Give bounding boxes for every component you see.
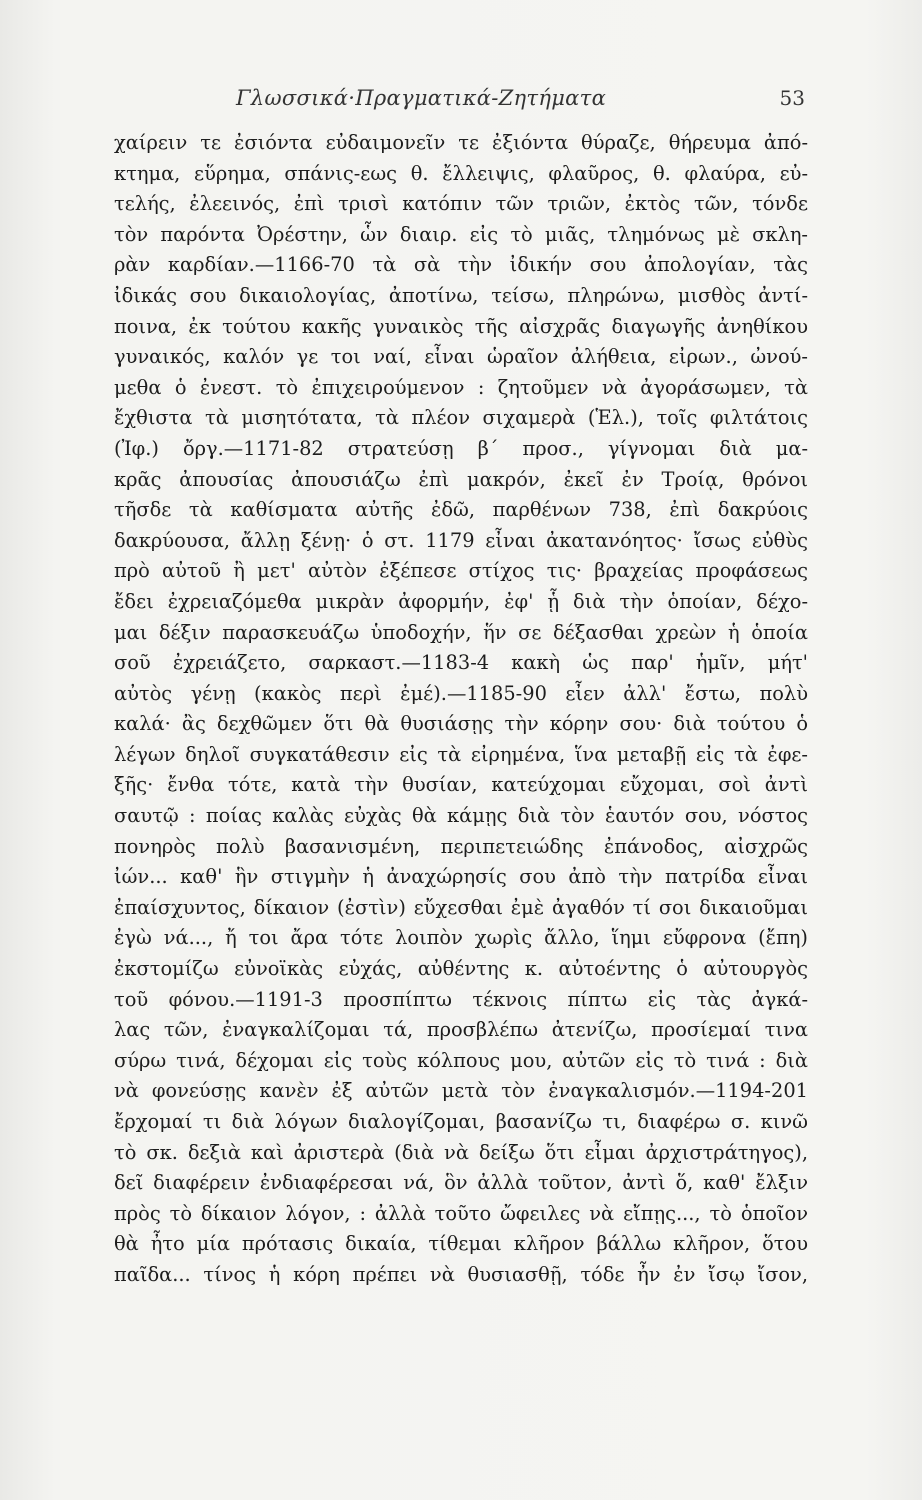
text-line: θὰ ἦτο μία πρότασις δικαία, τίθεμαι κλῆρον βάλλω κλῆρον, ὅτου — [114, 1232, 808, 1256]
text-line: παῖδα... τίνος ἡ κόρη πρέπει νὰ θυσιασθῇ, τόδε ἦν ἐν ἴσῳ ἴσον, — [114, 1262, 808, 1286]
text-line: ἰών... καθ' ἣν στιγμὴν ἡ ἀναχώρησίς σου ἀπὸ τὴν πατρίδα εἶναι — [114, 865, 808, 889]
text-line: μαι δέξιν παρασκευάζω ὑποδοχήν, ἥν σε δέξασθαι χρεὼν ἡ ὁποία — [114, 620, 808, 644]
text-line: αὐτὸς γένῃ (κακὸς περὶ ἐμέ).—1185-90 εἶεν ἀλλ' ἔστω, πολὺ — [114, 681, 808, 705]
text-line: μεθα ὁ ἐνεστ. τὸ ἐπιχειρούμενον : ζητοῦμεν νὰ ἀγοράσωμεν, τὰ — [114, 375, 808, 399]
text-line: τῆσδε τὰ καθίσματα αὐτῆς ἐδῶ, παρθένων 738, ἐπὶ δακρύοις — [114, 498, 808, 522]
text-line: ἔχθιστα τὰ μισητότατα, τὰ πλέον σιχαμερὰ (Ἑλ.), τοῖς φιλτάτοις — [114, 406, 808, 430]
text-line: ἐπαίσχυντος, δίκαιον (ἐστὶν) εὔχεσθαι ἐμὲ ἀγαθόν τί σοι δικαιοῦμαι — [114, 895, 808, 919]
text-line: τοῦ φόνου.—1191-3 προσπίπτω τέκνοις πίπτω εἰς τὰς ἀγκά- — [114, 987, 808, 1011]
text-line: (Ἰφ.) ὄργ.—1171-82 στρατεύσῃ β΄ προσ., γίγνομαι διὰ μα- — [114, 436, 808, 460]
text-line: καλά· ἂς δεχθῶμεν ὅτι θὰ θυσιάσῃς τὴν κόρην σου· διὰ τούτου ὁ — [114, 712, 808, 736]
text-line: τὸν παρόντα Ὀρέστην, ὧν διαιρ. εἰς τὸ μιᾶς, τλημόνως μὲ σκλη- — [114, 222, 808, 246]
text-line: λας τῶν, ἐναγκαλίζομαι τά, προσβλέπω ἀτενίζω, προσίεμαί τινα — [114, 1018, 808, 1042]
text-line: ἰδικάς σου δικαιολογίας, ἀποτίνω, τείσω, πληρώνω, μισθὸς ἀντί- — [114, 283, 808, 307]
page-number: 53 — [779, 86, 805, 110]
text-line: γυναικός, καλόν γε τοι ναί, εἶναι ὡραῖον ἀλήθεια, εἰρων., ὠνού- — [114, 345, 808, 369]
text-line: ρὰν καρδίαν.—1166-70 τὰ σὰ τὴν ἰδικήν σου ἀπολογίαν, τὰς — [114, 253, 808, 277]
text-line: ἔδει ἐχρειαζόμεθα μικρὰν ἀφορμήν, ἐφ' ᾗ διὰ τὴν ὁποίαν, δέχο- — [114, 589, 808, 613]
page-header — [0, 86, 922, 116]
text-line: σοῦ ἐχρειάζετο, σαρκαστ.—1183-4 κακὴ ὡς παρ' ἡμῖν, μήτ' — [114, 651, 808, 675]
text-line: τὸ σκ. δεξιὰ καὶ ἀριστερὰ (διὰ νὰ δείξω ὅτι εἶμαι ἀρχιστράτηγος), — [114, 1140, 808, 1164]
text-line: κρᾶς ἀπουσίας ἀπουσιάζω ἐπὶ μακρόν, ἐκεῖ ἐν Τροίᾳ, θρόνοι — [114, 467, 808, 491]
text-line: ἐγὼ νά..., ἤ τοι ἄρα τότε λοιπὸν χωρὶς ἄλλο, ἵημι εὔφρονα (ἔπη) — [114, 926, 808, 950]
text-line: ἐκστομίζω εὐνοϊκὰς εὐχάς, αὐθέντης κ. αὐτοέντης ὁ αὐτουργὸς — [114, 957, 808, 981]
text-line: πρὸ αὐτοῦ ἢ μετ' αὐτὸν ἐξέπεσε στίχος τις· βραχείας προφάσεως — [114, 559, 808, 583]
text-line: πονηρὸς πολὺ βασανισμένη, περιπετειώδης ἐπάνοδος, αἰσχρῶς — [114, 834, 808, 858]
text-line: ποινα, ἐκ τούτου κακῆς γυναικὸς τῆς αἰσχρᾶς διαγωγῆς ἀνηθίκου — [114, 314, 808, 338]
text-line: χαίρειν τε ἐσιόντα εὐδαιμονεῖν τε ἐξιόντα θύραζε, θήρευμα ἀπό- — [114, 131, 808, 154]
running-title: Γλωσσικά·Πραγματικά-Ζητήματα — [236, 86, 607, 110]
text-line: ξῆς· ἔνθα τότε, κατὰ τὴν θυσίαν, κατεύχομαι εὔχομαι, σοὶ ἀντὶ — [114, 773, 808, 797]
text-line: λέγων δηλοῖ συγκατάθεσιν εἰς τὰ εἰρημένα, ἵνα μεταβῇ εἰς τὰ ἐφε- — [114, 742, 808, 766]
text-line: ἔρχομαί τι διὰ λόγων διαλογίζομαι, βασανίζω τι, διαφέρω σ. κινῶ — [114, 1110, 808, 1133]
text-line: τελής, ἐλεεινός, ἐπὶ τρισὶ κατόπιν τῶν τριῶν, ἐκτὸς τῶν, τόνδε — [114, 192, 808, 216]
text-line: δακρύουσα, ἄλλῃ ξένῃ· ὁ στ. 1179 εἶναι ἀκατανόητος· ἴσως εὐθὺς — [114, 528, 808, 552]
text-line: πρὸς τὸ δίκαιον λόγον, : ἀλλὰ τοῦτο ὤφειλες νὰ εἴπῃς..., τὸ ὁποῖον — [114, 1201, 808, 1225]
text-line: νὰ φονεύσῃς κανὲν ἐξ αὐτῶν μετὰ τὸν ἐναγκαλισμόν.—1194-201 — [114, 1079, 808, 1103]
text-line: σύρω τινά, δέχομαι εἰς τοὺς κόλπους μου, αὐτῶν εἰς τὸ τινά : διὰ — [114, 1048, 808, 1072]
commentary-text — [114, 128, 808, 1291]
text-line: σαυτῷ : ποίας καλὰς εὐχὰς θὰ κάμῃς διὰ τὸν ἑαυτόν σου, νόστος — [114, 804, 808, 828]
text-line: κτημα, εὕρημα, σπάνις-εως θ. ἔλλειψις, φλαῦρος, θ. φλαύρα, εὐ- — [114, 161, 808, 185]
text-line: δεῖ διαφέρειν ἐνδιαφέρεσαι νά, ὃν ἀλλὰ τοῦτον, ἀντὶ ὅ, καθ' ἔλξιν — [114, 1171, 808, 1195]
